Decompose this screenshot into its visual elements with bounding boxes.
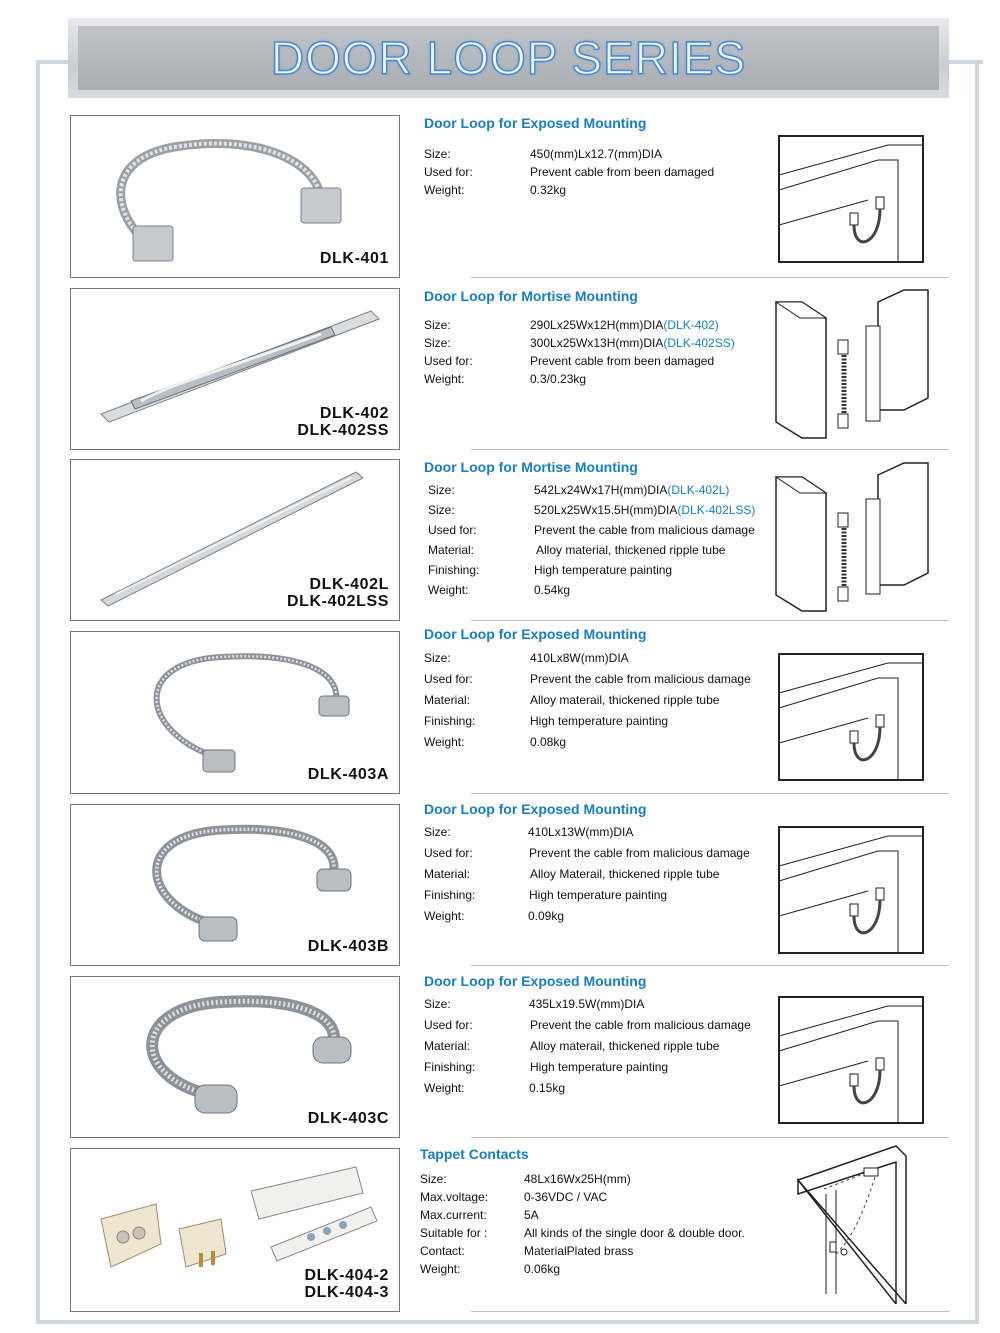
model-line: DLK-403C (307, 1110, 389, 1127)
spec-label: Size: (424, 825, 451, 839)
row-divider (471, 449, 949, 450)
product-photo (70, 804, 400, 966)
spec-value: 0.54kg (534, 583, 571, 597)
spec-value: 5A (524, 1208, 539, 1222)
mortise-diagram (774, 459, 932, 619)
spec-label: Size: (424, 147, 451, 161)
spec-label: Suitable for : (420, 1226, 488, 1240)
spec-value-text: 520Lx25Wx15.5H(mm)DIA (534, 503, 678, 517)
spec-value-text: 300Lx25Wx13H(mm)DIA (530, 336, 664, 350)
spec-title: Door Loop for Exposed Mounting (424, 973, 647, 989)
row-divider (471, 793, 949, 794)
spec-value (534, 503, 755, 517)
spec-value: MaterialPlated brass (524, 1244, 634, 1258)
spec-title: Door Loop for Exposed Mounting (424, 626, 647, 642)
spec-value: All kinds of the single door & double door. (524, 1226, 745, 1240)
spec-value: 0.08kg (530, 735, 567, 749)
product-photo (70, 288, 400, 450)
installation-diagram (778, 996, 924, 1124)
model-line: DLK-402LSS (286, 593, 389, 610)
row-divider (471, 277, 949, 278)
spec-value (534, 483, 729, 497)
installation-diagram (778, 653, 924, 781)
spec-label: Weight: (428, 583, 469, 597)
spec-value: 0.15kg (529, 1081, 566, 1095)
product-row (70, 1148, 949, 1312)
spec-label: Weight: (424, 372, 465, 386)
spec-value: High temperature painting (534, 563, 673, 577)
spec-title: Door Loop for Exposed Mounting (424, 801, 647, 817)
spec-label: Used for: (424, 165, 473, 179)
spec-title: Door Loop for Mortise Mounting (424, 288, 638, 304)
spec-title: Door Loop for Exposed Mounting (424, 115, 647, 131)
model-line: DLK-402L (309, 576, 389, 593)
model-number (287, 576, 389, 610)
spec-label: Contact: (420, 1244, 465, 1258)
spec-value: Alloy materail, thickened ripple tube (530, 1039, 720, 1053)
spec-value: Alloy material, thickened ripple tube (536, 543, 726, 557)
model-number (320, 250, 389, 267)
model-number (297, 405, 389, 439)
model-line: DLK-403B (307, 938, 389, 955)
spec-value: Prevent the cable from malicious damage (529, 846, 750, 860)
product-photo (70, 1148, 400, 1312)
spec-title: Tappet Contacts (420, 1146, 529, 1162)
spec-value: Prevent the cable from malicious damage (530, 1018, 751, 1032)
model-line: DLK-401 (319, 250, 389, 267)
product-row (70, 115, 949, 278)
row-divider (471, 965, 949, 966)
spec-label: Weight: (424, 735, 465, 749)
spec-value: Prevent the cable from malicious damage (530, 672, 751, 686)
spec-label: Finishing: (424, 714, 476, 728)
page-title: DOOR LOOP SERIES (270, 32, 747, 84)
mortise-diagram (774, 288, 932, 448)
door-frame-diagram (796, 1144, 936, 1304)
spec-value: 48Lx16Wx25H(mm) (524, 1172, 631, 1186)
spec-label: Size: (424, 997, 451, 1011)
model-line: DLK-404-2 (304, 1267, 389, 1284)
spec-value: 450(mm)Lx12.7(mm)DIA (530, 147, 663, 161)
spec-value: 0.09kg (528, 909, 565, 923)
product-photo (70, 115, 400, 278)
spec-value: 410Lx13W(mm)DIA (528, 825, 634, 839)
row-divider (471, 1137, 949, 1138)
product-photo (70, 976, 400, 1138)
spec-label: Used for: (424, 846, 473, 860)
spec-value-text: 542Lx24Wx17H(mm)DIA (534, 483, 668, 497)
spec-label: Used for: (424, 354, 473, 368)
spec-label: Finishing: (424, 1060, 476, 1074)
spec-value: 410Lx8W(mm)DIA (530, 651, 629, 665)
spec-value: High temperature painting (529, 888, 668, 902)
spec-label: Size: (424, 651, 451, 665)
spec-title: Door Loop for Mortise Mounting (424, 459, 638, 475)
spec-value (530, 318, 719, 332)
spec-label: Material: (428, 543, 475, 557)
row-divider (471, 1311, 949, 1312)
spec-label: Material: (424, 867, 471, 881)
frame-top-right (945, 60, 983, 64)
model-line: DLK-403A (307, 766, 389, 783)
model-number (308, 938, 389, 955)
model-line: DLK-402SS (297, 422, 389, 439)
spec-label: Used for: (424, 1018, 473, 1032)
spec-label: Used for: (428, 523, 477, 537)
spec-value (530, 336, 735, 350)
spec-label: Finishing: (428, 563, 480, 577)
product-row (70, 288, 949, 450)
spec-value: Prevent cable from been damaged (530, 354, 715, 368)
spec-model-ref: (DLK-402SS) (663, 336, 735, 350)
model-line: DLK-404-3 (304, 1284, 389, 1301)
spec-label: Weight: (424, 183, 465, 197)
spec-model-ref: (DLK-402) (663, 318, 719, 332)
spec-model-ref: (DLK-402L) (667, 483, 730, 497)
spec-value: Alloy Materail, thickened ripple tube (530, 867, 720, 881)
spec-value: 0.3/0.23kg (530, 372, 587, 386)
installation-diagram (778, 826, 924, 954)
spec-label: Max.current: (420, 1208, 487, 1222)
spec-label: Weight: (420, 1262, 461, 1276)
spec-value: High temperature painting (530, 1060, 669, 1074)
spec-value: Prevent the cable from malicious damage (534, 523, 755, 537)
installation-diagram (778, 135, 924, 263)
spec-value: 0.32kg (530, 183, 567, 197)
spec-label: Material: (424, 1039, 471, 1053)
spec-model-ref: (DLK-402LSS) (677, 503, 756, 517)
spec-label: Max.voltage: (420, 1190, 489, 1204)
model-number (308, 766, 389, 783)
spec-label: Size: (428, 483, 455, 497)
spec-label: Size: (424, 336, 451, 350)
spec-label: Material: (424, 693, 471, 707)
product-row (70, 973, 949, 1138)
spec-value: High temperature painting (530, 714, 669, 728)
model-number (308, 1110, 389, 1127)
product-row (70, 801, 949, 966)
spec-value: 435Lx19.5W(mm)DIA (529, 997, 645, 1011)
spec-value-text: 290Lx25Wx12H(mm)DIA (530, 318, 664, 332)
product-row (70, 626, 949, 794)
spec-value: 0.06kg (524, 1262, 561, 1276)
spec-label: Finishing: (424, 888, 476, 902)
product-photo (70, 631, 400, 794)
product-photo (70, 459, 400, 621)
model-number (304, 1267, 389, 1301)
header-banner (68, 18, 949, 98)
spec-label: Size: (420, 1172, 447, 1186)
spec-label: Size: (424, 318, 451, 332)
spec-value: 0-36VDC / VAC (524, 1190, 608, 1204)
spec-label: Weight: (424, 1081, 465, 1095)
spec-value: Prevent cable from been damaged (530, 165, 715, 179)
spec-label: Used for: (424, 672, 473, 686)
spec-label: Size: (428, 503, 455, 517)
spec-label: Weight: (424, 909, 465, 923)
spec-value: Alloy materail, thickened ripple tube (530, 693, 720, 707)
model-line: DLK-402 (319, 405, 389, 422)
product-row (70, 459, 949, 621)
row-divider (471, 620, 949, 621)
frame-top-left (36, 60, 72, 64)
